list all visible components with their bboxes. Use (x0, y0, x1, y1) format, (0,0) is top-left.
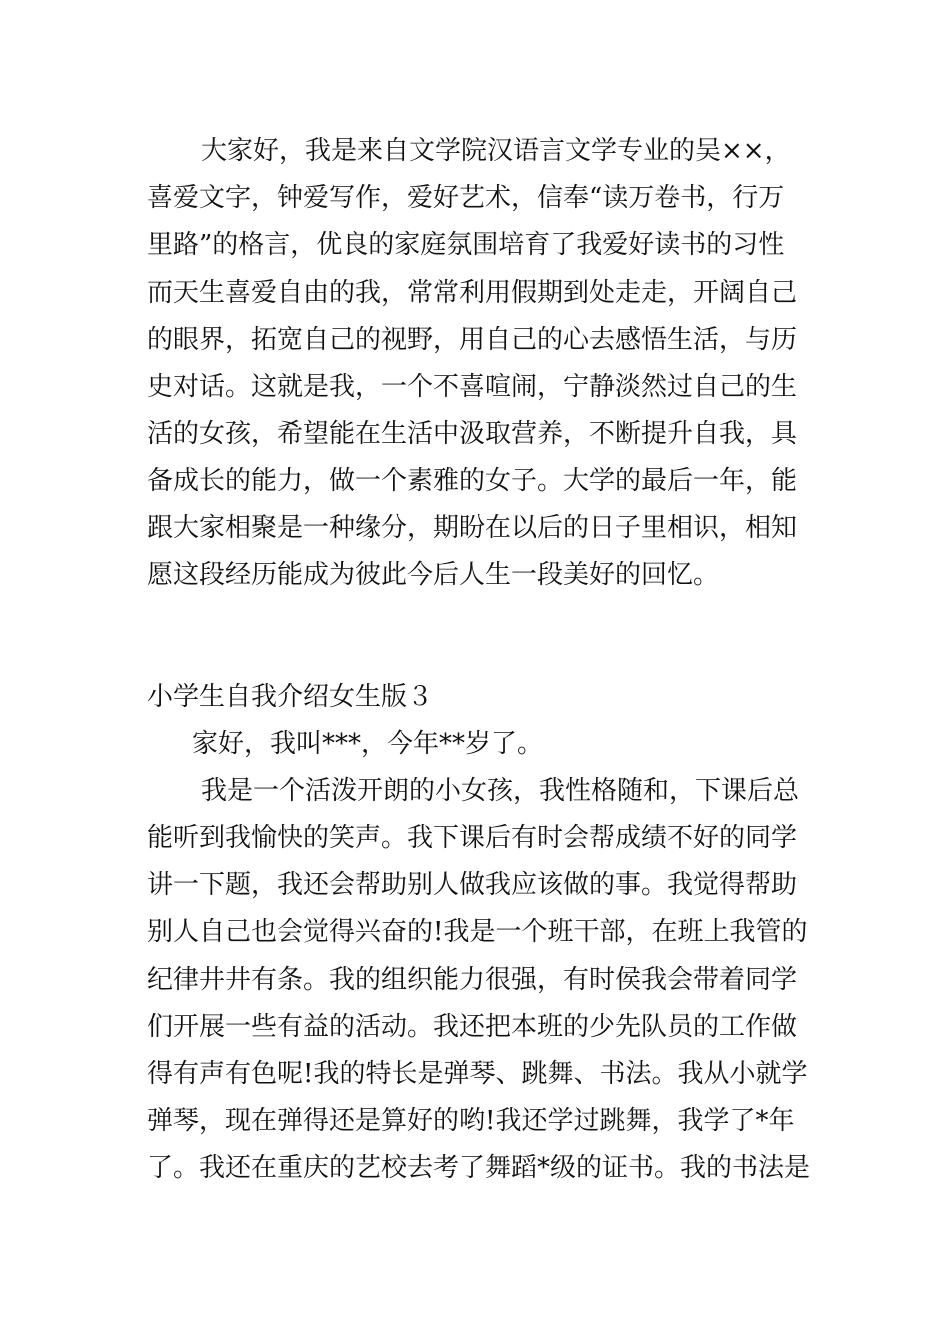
section-title: 小学生自我介绍女生版３ (147, 682, 434, 712)
paragraph-1-line-6: 史对话。这就是我，一个不喜喧闹，宁静淡然过自己的生 (147, 372, 798, 402)
paragraph-1-line-3: 里路”的格言，优良的家庭氛围培育了我爱好读书的习性 (147, 230, 785, 260)
paragraph-1-line-5: 的眼界，拓宽自己的视野，用自己的心去感悟生活，与历 (147, 325, 798, 355)
paragraph-2-line-2: 能听到我愉快的笑声。我下课后有时会帮成绩不好的同学 (147, 823, 798, 853)
paragraph-2-line-6: 们开展一些有益的活动。我还把本班的少先队员的工作做 (147, 1012, 798, 1042)
paragraph-2-line-3: 讲一下题，我还会帮助别人做我应该做的事。我觉得帮助 (147, 870, 798, 900)
paragraph-1-line-10: 愿这段经历能成为彼此今后人生一段美好的回忆。 (147, 560, 720, 590)
greeting-line: 家好，我叫***，今年**岁了。 (192, 729, 544, 759)
paragraph-2-line-5: 纪律井井有条。我的组织能力很强，有时侯我会带着同学 (147, 965, 798, 995)
paragraph-2-line-1: 我是一个活泼开朗的小女孩，我性格随和，下课后总 (201, 776, 800, 806)
paragraph-2-line-7: 得有声有色呢!我的特长是弹琴、跳舞、书法。我从小就学 (147, 1059, 808, 1089)
paragraph-1-line-9: 跟大家相聚是一种缘分，期盼在以后的日子里相识，相知 (147, 513, 798, 543)
paragraph-2-line-9: 了。我还在重庆的艺校去考了舞蹈*级的证书。我的书法是 (147, 1153, 811, 1183)
paragraph-1-line-2: 喜爱文字，钟爱写作，爱好艺术，信奉“读万卷书，行万 (147, 183, 785, 213)
paragraph-2-line-4: 别人自己也会觉得兴奋的!我是一个班干部，在班上我管的 (147, 917, 808, 947)
paragraph-1-line-7: 活的女孩，希望能在生活中汲取营养，不断提升自我，具 (147, 419, 798, 449)
paragraph-2-line-8: 弹琴，现在弹得还是算好的哟!我还学过跳舞，我学了*年 (147, 1106, 795, 1136)
paragraph-1-line-1: 大家好，我是来自文学院汉语言文学专业的吴××， (201, 136, 791, 166)
paragraph-1-line-8: 备成长的能力，做一个素雅的女子。大学的最后一年，能 (147, 466, 798, 496)
paragraph-1-line-4: 而天生喜爱自由的我，常常利用假期到处走走，开阔自己 (147, 278, 798, 308)
